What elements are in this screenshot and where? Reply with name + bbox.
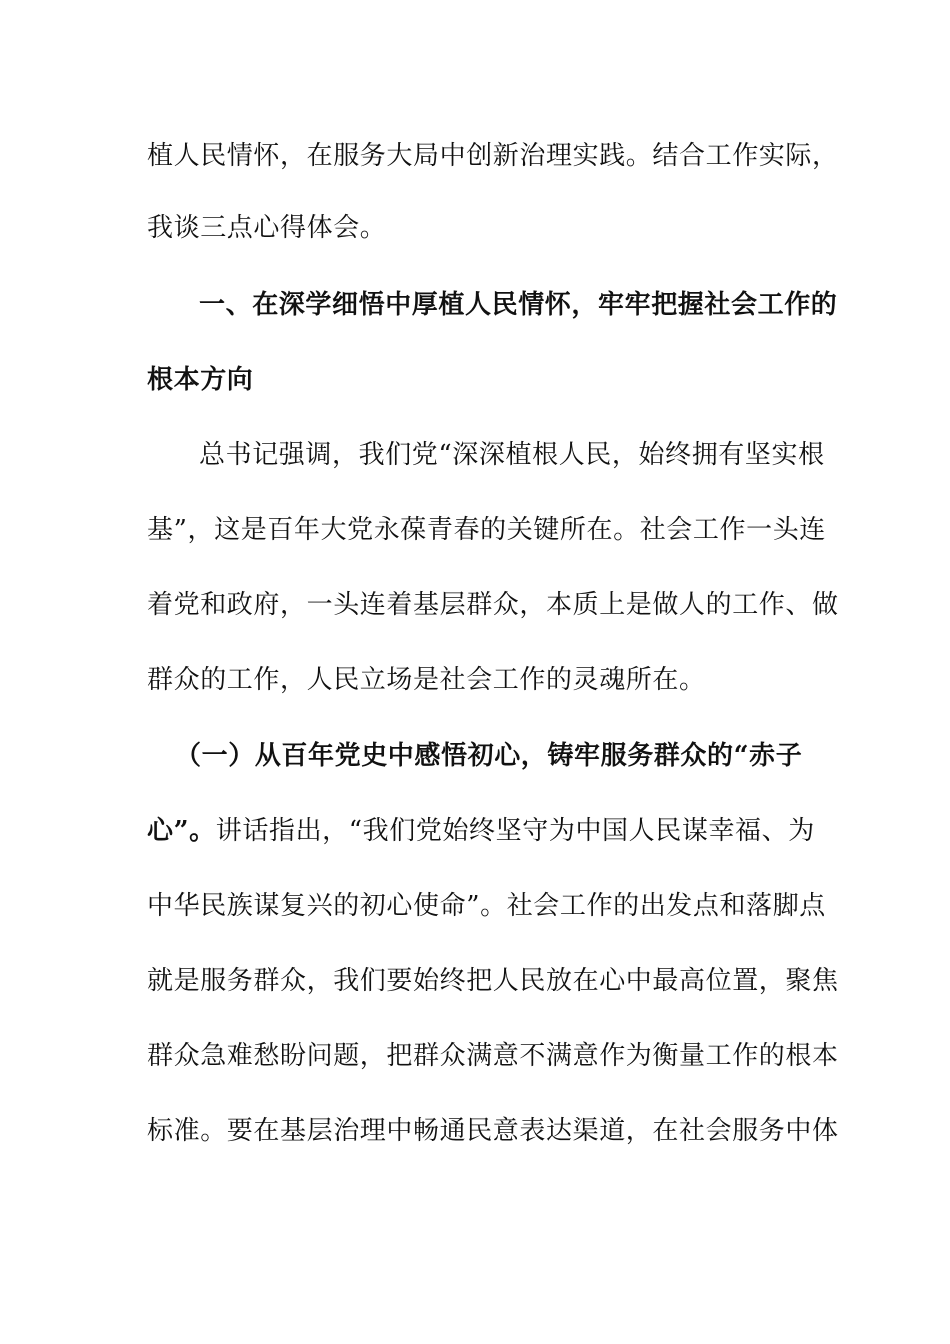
body-text-line xyxy=(147,813,815,849)
body-text-line: 基”，这是百年大党永葆青春的关键所在。社会工作一头连 xyxy=(147,515,826,545)
subsection-heading-line: （一）从百年党史中感悟初心，铸牢服务群众的“赤子 xyxy=(175,741,803,771)
section-heading-line: 一、在深学细悟中厚植人民情怀，牢牢把握社会工作的 xyxy=(199,290,838,320)
body-text-line: 标准。要在基层治理中畅通民意表达渠道，在社会服务中体 xyxy=(147,1116,839,1146)
body-text-line: 总书记强调，我们党“深深植根人民，始终拥有坚实根 xyxy=(199,440,825,470)
body-text-line: 群众的工作，人民立场是社会工作的灵魂所在。 xyxy=(147,665,706,695)
body-text-line: 中华民族谋复兴的初心使命”。社会工作的出发点和落脚点 xyxy=(147,891,826,921)
body-text-line: 就是服务群众，我们要始终把人民放在心中最高位置，聚焦 xyxy=(147,966,839,996)
body-text-line: 群众急难愁盼问题，把群众满意不满意作为衡量工作的根本 xyxy=(147,1041,839,1071)
body-text-line: 着党和政府，一头连着基层群众，本质上是做人的工作、做 xyxy=(147,590,839,620)
body-text-line: 我谈三点心得体会。 xyxy=(147,213,387,243)
subsection-heading-tail: 心”。 xyxy=(147,816,216,846)
body-text-segment: 讲话指出，“我们党始终坚守为中国人民谋幸福、为 xyxy=(215,816,815,846)
section-heading-line: 根本方向 xyxy=(147,365,254,395)
body-text-line: 植人民情怀，在服务大局中创新治理实践。结合工作实际， xyxy=(147,141,839,171)
